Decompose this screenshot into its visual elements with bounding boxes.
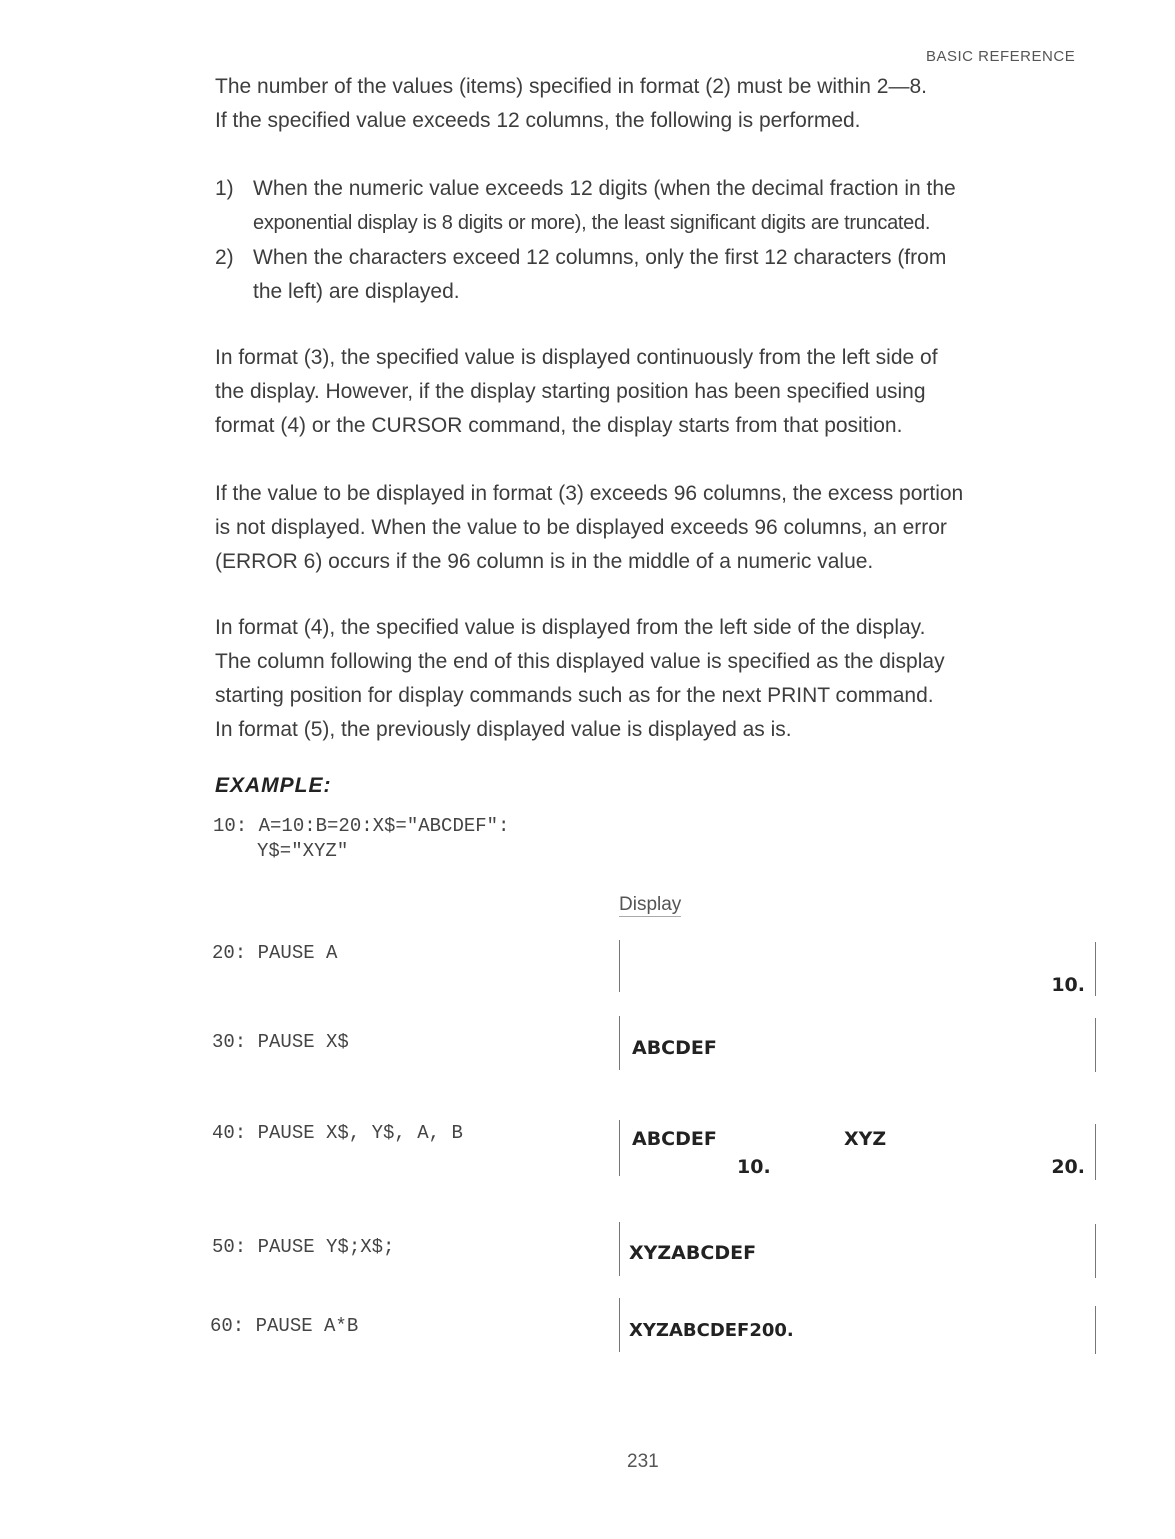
format3-paragraph <box>215 341 1105 443</box>
text-line: If the value to be displayed in format (3) exceeds 96 columns, the excess portion <box>215 482 964 505</box>
text-line: In format (5), the previously displayed value is displayed as is. <box>215 718 792 741</box>
list-number: 1) <box>215 177 234 200</box>
lcd-display <box>619 1298 1099 1358</box>
text-line: is not displayed. When the value to be displayed exceeds 96 columns, an error <box>215 516 947 539</box>
code-line-60: 60: PAUSE A*B <box>210 1315 359 1337</box>
code-line-20: 20: PAUSE A <box>212 942 338 964</box>
list-item <box>215 172 1105 240</box>
text-line: the display. However, if the display starting position has been specified using <box>215 380 926 403</box>
page-number: 231 <box>627 1451 659 1472</box>
text-line: In format (4), the specified value is displayed from the left side of the display. <box>215 616 926 639</box>
format4-paragraph <box>215 611 1105 747</box>
text-line: the left) are displayed. <box>253 280 460 303</box>
list-number: 2) <box>215 246 234 269</box>
display-heading: Display <box>619 894 682 915</box>
lcd-display <box>619 1222 1099 1282</box>
columns-paragraph <box>215 477 1105 579</box>
text-line: In format (3), the specified value is displayed continuously from the left side of <box>215 346 938 369</box>
text-line: The number of the values (items) specified in format (2) must be within 2—8. <box>215 75 927 98</box>
text-line: format (4) or the CURSOR command, the display starts from that position. <box>215 414 903 437</box>
text-line: When the numeric value exceeds 12 digits (when the decimal fraction in the <box>253 177 956 200</box>
display-value: XYZABCDEF200. <box>629 1320 794 1341</box>
list-item <box>215 241 1105 309</box>
text-line: If the specified value exceeds 12 columns, the following is performed. <box>215 109 861 132</box>
display-value: XYZ <box>844 1128 887 1150</box>
lcd-display <box>619 1120 1099 1186</box>
code-line-50: 50: PAUSE Y$;X$; <box>212 1236 395 1258</box>
display-value: XYZABCDEF <box>629 1242 757 1264</box>
running-header: BASIC REFERENCE <box>926 48 1076 65</box>
code-line-10-cont: Y$="XYZ" <box>257 840 349 862</box>
lcd-display <box>619 1016 1099 1076</box>
display-value: ABCDEF <box>632 1037 717 1059</box>
lcd-display <box>619 940 1099 1000</box>
text-line: (ERROR 6) occurs if the 96 column is in the middle of a numeric value. <box>215 550 874 573</box>
text-line: exponential display is 8 digits or more), the least significant digits are truncated. <box>253 212 931 234</box>
display-value: 20. <box>1051 1156 1085 1178</box>
code-line-30: 30: PAUSE X$ <box>212 1031 349 1053</box>
text-line: The column following the end of this displayed value is specified as the display <box>215 650 945 673</box>
display-value: 10. <box>737 1156 771 1178</box>
example-title: EXAMPLE: <box>215 774 332 797</box>
code-line-40: 40: PAUSE X$, Y$, A, B <box>212 1122 463 1144</box>
code-line-10: 10: A=10:B=20:X$="ABCDEF": <box>213 815 510 837</box>
intro-paragraph <box>215 70 1105 138</box>
display-value: ABCDEF <box>632 1128 717 1150</box>
text-line: When the characters exceed 12 columns, only the first 12 characters (from <box>253 246 947 269</box>
display-value: 10. <box>1051 974 1085 996</box>
text-line: starting position for display commands such as for the next PRINT command. <box>215 684 934 707</box>
